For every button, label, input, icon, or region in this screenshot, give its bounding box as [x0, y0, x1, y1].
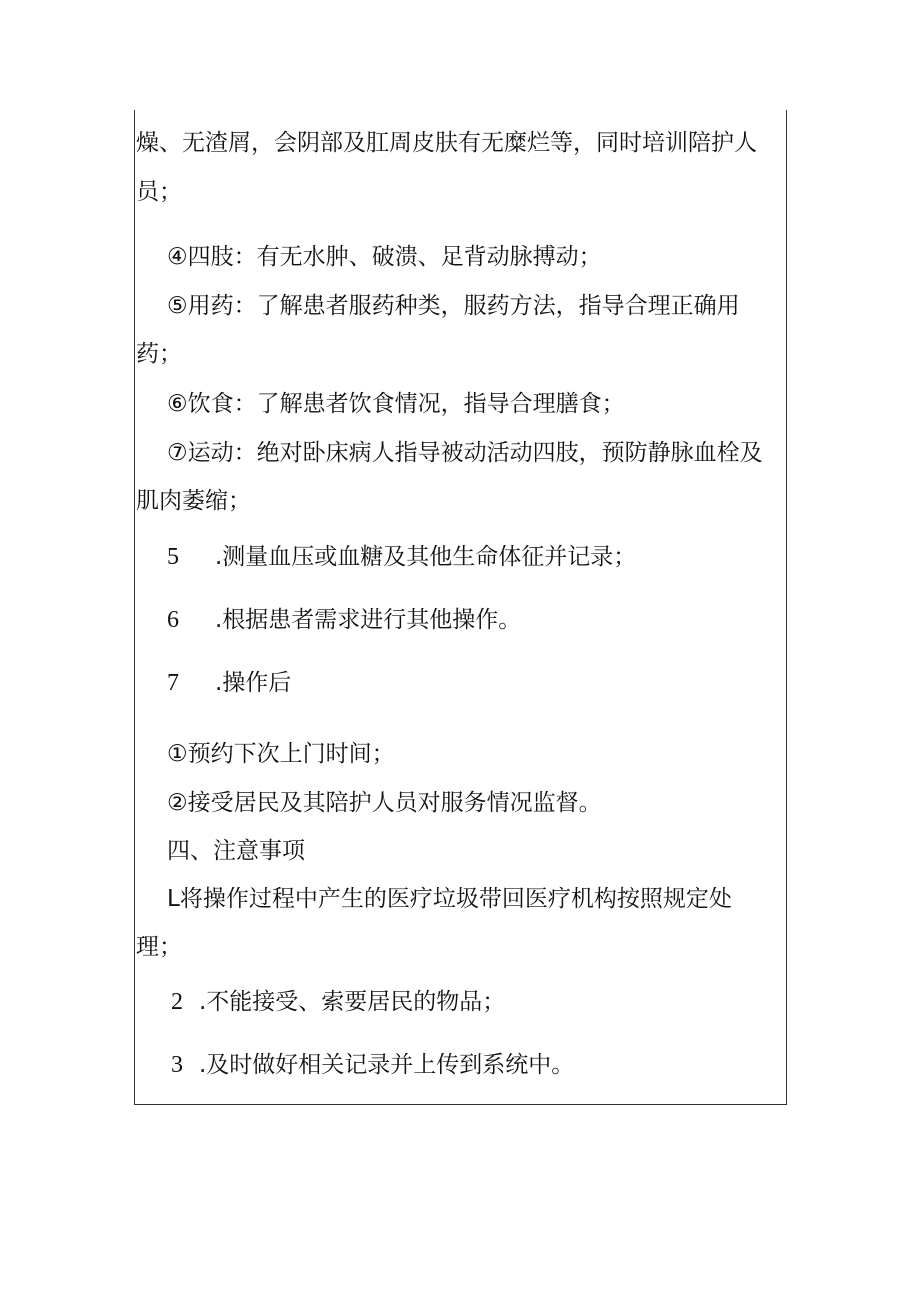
note-item — [171, 987, 505, 1017]
note-item: L将操作过程中产生的医疗垃圾带回医疗机构按照规定处 — [167, 886, 732, 912]
note-text: .不能接受、索要居民的物品； — [199, 989, 506, 1015]
paragraph-line: 燥、无渣屑，会阴部及肛周皮肤有无糜烂等，同时培训陪护人 — [136, 130, 757, 156]
step-text: .测量血压或血糖及其他生命体征并记录； — [215, 544, 637, 570]
paragraph-line: 理； — [136, 934, 182, 960]
paragraph-line: ⑤用药：了解患者服药种类，服药方法，指导合理正确用 — [167, 293, 740, 319]
step-number: 7 — [167, 670, 179, 696]
paragraph-line: ⑦运动：绝对卧床病人指导被动活动四肢，预防静脉血栓及 — [167, 440, 763, 466]
paragraph-line: 药； — [136, 341, 182, 367]
note-text: .及时做好相关记录并上传到系统中。 — [199, 1052, 575, 1078]
step-item — [167, 605, 521, 635]
note-item — [171, 1050, 574, 1080]
paragraph-line: 肌肉萎缩； — [136, 488, 251, 514]
paragraph-line: 员； — [136, 179, 182, 205]
section-heading: 四、注意事项 — [167, 838, 305, 864]
paragraph-line: ②接受居民及其陪护人员对服务情况监督。 — [167, 790, 602, 816]
paragraph-line: ⑥饮食：了解患者饮食情况，指导合理膳食； — [167, 391, 625, 417]
step-text: .根据患者需求进行其他操作。 — [215, 607, 522, 633]
paragraph-line: ①预约下次上门时间； — [167, 741, 395, 767]
note-number: 2 — [171, 989, 183, 1015]
step-text: .操作后 — [215, 670, 292, 696]
step-item — [167, 542, 636, 572]
step-item — [167, 668, 291, 698]
paragraph-line: ④四肢：有无水肿、破溃、足背动脉搏动； — [167, 244, 602, 270]
note-number: 3 — [171, 1052, 183, 1078]
step-number: 5 — [167, 544, 179, 570]
step-number: 6 — [167, 607, 179, 633]
